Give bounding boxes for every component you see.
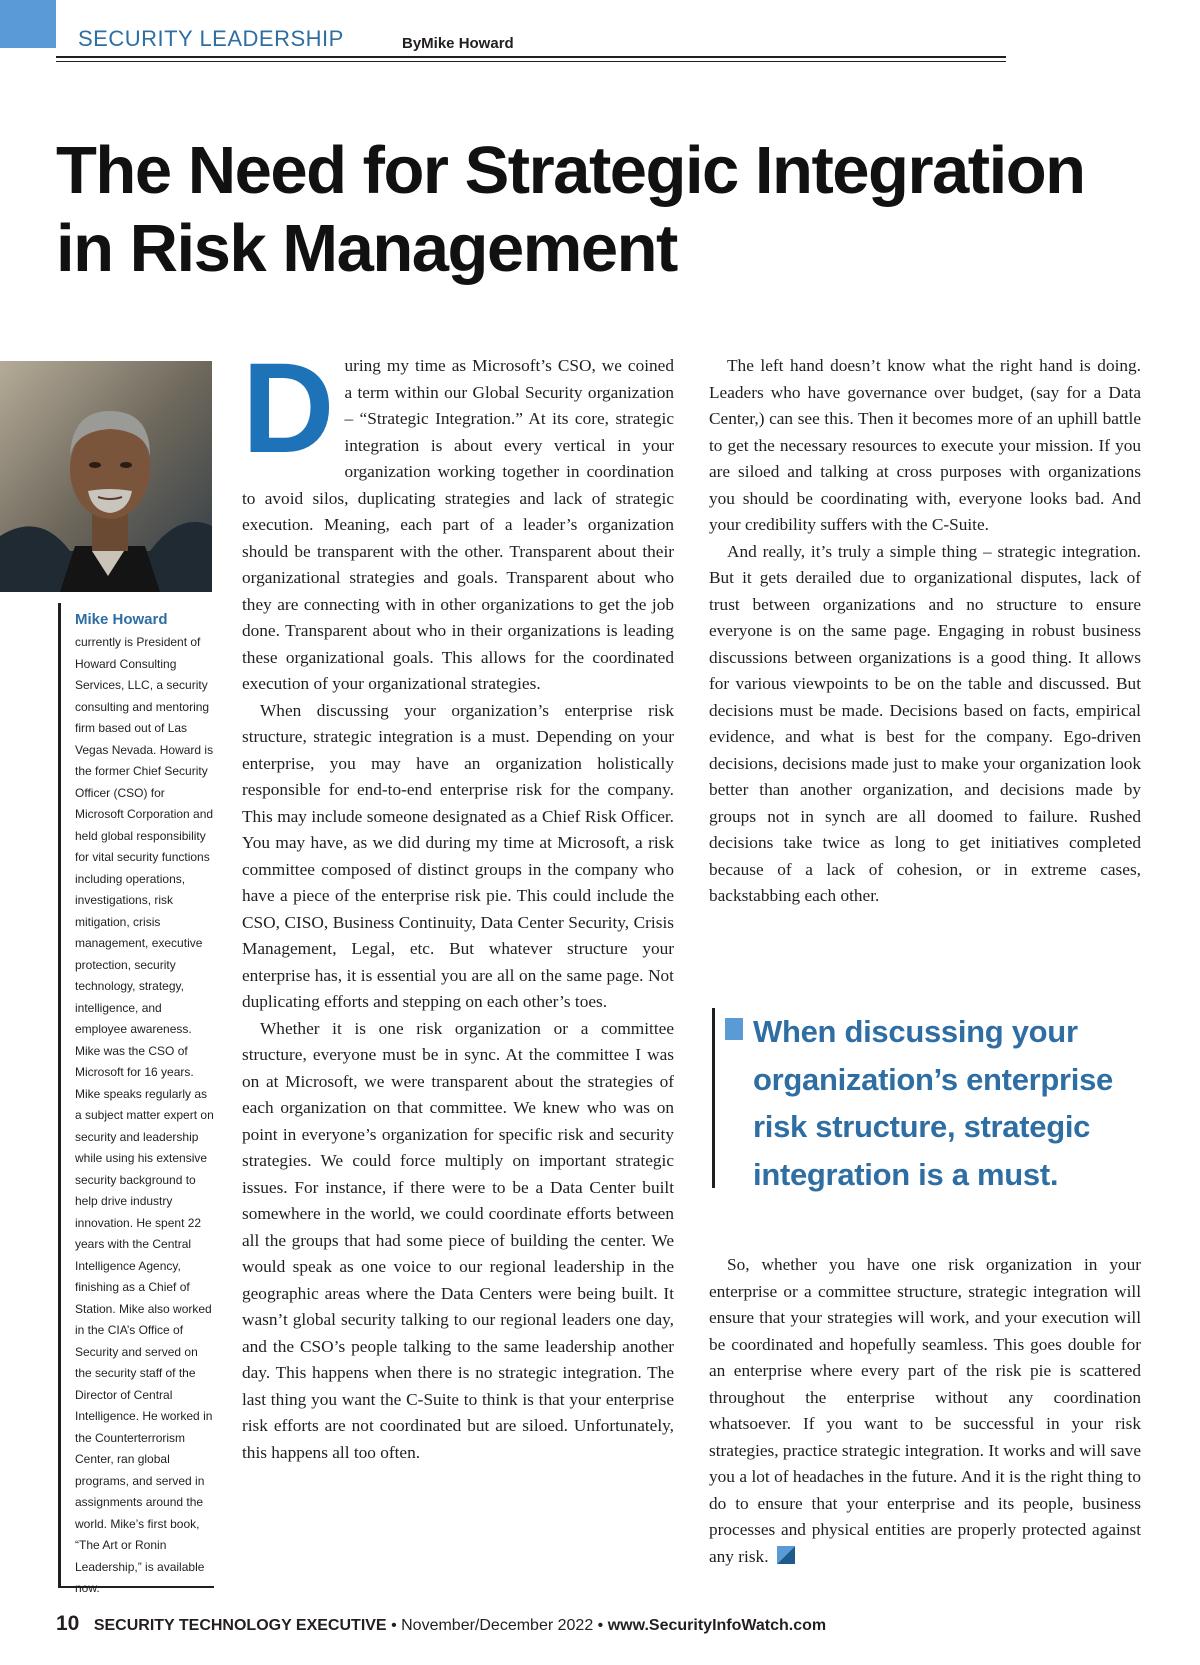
paragraph-1 [242, 337, 674, 698]
section-label: SECURITY LEADERSHIP [78, 26, 344, 51]
paragraph-4: The left hand doesn’t know what the right hand is doing. Leaders who have governance over budget, (say for a Data Center,) can see this. Then it becomes more of an uphill battle to get the necessary resources to execute your mission. If you are siloed and talking at cross purposes with organizations you should be coordinating with, everyone looks bad. And your credibility suffers with the C-Suite. [709, 356, 1141, 534]
author-portrait-illustration [0, 361, 212, 592]
byline: ByMike Howard [402, 35, 514, 52]
paragraph-2: When discussing your organization’s enterprise risk structure, strategic integration is a must. Depending on your enterprise, you may have an organization holistically responsible for end-to-end enterprise risk for the company. This may include someone designated as a Chief Risk Officer. You may have, as we did during my time at Microsoft, a risk committee composed of distinct groups in the company who have a piece of the enterprise risk pie. This could include the CSO, CISO, Business Continuity, Data Center Security, Crisis Management, Legal, etc. But whatever structure your enterprise has, it is essential you are all on the same page. Not duplicating efforts and stepping on each other’s toes. [242, 700, 674, 1011]
paragraph-3: Whether it is one risk organization or a committee structure, everyone must be in sync. At the committee I was on at Microsoft, we were transparent about the strategies of each organization on that committee. We knew who was on point in everyone’s organization for specific risk and security strategies. We could force multiply on important strategic issues. For instance, if there were to be a Data Center built somewhere in the world, we could coordinate efforts between all the groups that had some piece of building the center. We would speak as one voice to our regional leadership in the geographic areas where the Data Centers were being built. It wasn’t global security talking to our regional leaders one day, and the CSO’s people talking to the same leadership another day. This happens when there is no strategic integration. The last thing you want the C-Suite to think is that your enterprise risk efforts are not coordinated but are siloed. Unfortunately, this happens all too often. [242, 1018, 674, 1462]
footer-bullet-2: • [597, 1617, 604, 1634]
page-number: 10 [56, 1612, 80, 1635]
pull-quote-marker [725, 1018, 743, 1040]
dropcap: D [242, 337, 335, 480]
website-link[interactable]: www.SecurityInfoWatch.com [607, 1617, 827, 1634]
issue-date: November/December 2022 [401, 1617, 594, 1634]
footer-bullet-1: • [391, 1617, 397, 1634]
paragraph-5: And really, it’s truly a simple thing – strategic integration. But it gets derailed due to organizational disputes, lack of trust between organizations and no structure to ensure everyone is on the same page. Engaging in robust business discussions between organizations is a good thing. It allows for various viewpoints to be on the table and discussed. But decisions must be made. Decisions based on facts, empirical evidence, and what is best for the company. Ego-driven decisions, decisions made just to make your organization look better than another organization, and decisions made by groups not in synch are all doomed to failure. Rushed decisions take twice as long to get initiatives completed because of a lack of cohesion, or in extreme cases, backstabbing each other. [709, 541, 1141, 905]
title-line-2: in Risk Management [56, 211, 677, 286]
author-photo [0, 361, 212, 592]
page-footer [56, 1612, 826, 1636]
header-rule [56, 56, 1006, 58]
end-of-article-icon [777, 1546, 795, 1564]
paragraph-1-text: uring my time as Microsoft’s CSO, we coined a term within our Global Security organization – “Strategic Integration.” At its core, strategic integration is about every vertical in your organization working together in coordination to avoid silos, duplicating strategies and lack of strategic execution. Meaning, each part of a leader’s organization should be transparent with the other. Transparent about their organizational strategies and goals. Transparent about who they are connecting with in other organizations to get the job done. Transparent about who in their organizations is leading these organizational goals. This allows for the coordinated execution of your organizational strategies. [242, 356, 674, 693]
author-bio-text: currently is President of Howard Consulting Services, LLC, a security consulting and mentoring firm based out of Las Vegas Nevada. Howard is the former Chief Security Officer (CSO) for Microsoft Corporation and held global responsibility for vital security functions including operations, investigations, risk mitigation, crisis management, executive protection, security technology, strategy, intelligence, and employee awareness. Mike was the CSO of Microsoft for 16 years. Mike speaks regularly as a subject matter expert on security and leadership while using his extensive security background to help drive industry innovation. He spent 22 years with the Central Intelligence Agency, finishing as a Chief of Station. Mike also worked in the CIA’s Office of Security and served on the security staff of the Director of Central Intelligence. He worked in the Counterterrorism Center, ran global programs, and served in assignments around the world. Mike’s first book, “The Art or Ronin Leadership,” is available now. [75, 635, 214, 1595]
title-line-1: The Need for Strategic Integration [56, 133, 1085, 208]
header-rule-thin [56, 61, 1006, 62]
article-column-left [242, 337, 674, 1466]
article-column-right [709, 353, 1141, 910]
article-title [56, 132, 1156, 288]
paragraph-6 [709, 1252, 1141, 1570]
paragraph-6-text: So, whether you have one risk organization in your enterprise or a committee structure, strategic integration will ensure that your strategies will work, and your execution will be coordinated and hopefully seamless. This goes double for an enterprise where every part of the risk pie is scattered throughout the enterprise without any coordination whatsoever. If you want to be successful in your risk strategies, practice strategic integration. It works and will save you a lot of headaches in the future. And it is the right thing to do to ensure that your enterprise and its people, business processes and physical entities are properly protected against any risk. [709, 1255, 1141, 1566]
publication-name: SECURITY TECHNOLOGY EXECUTIVE [93, 1617, 387, 1634]
author-name: Mike Howard [75, 611, 168, 628]
article-column-right-end [709, 1252, 1141, 1570]
author-bio-box [58, 603, 214, 1595]
pull-quote [712, 1008, 1155, 1192]
pull-quote-text: When discussing your organization’s enterprise risk structure, strategic integration is a must. [753, 1014, 1113, 1192]
section-color-block [0, 0, 56, 48]
